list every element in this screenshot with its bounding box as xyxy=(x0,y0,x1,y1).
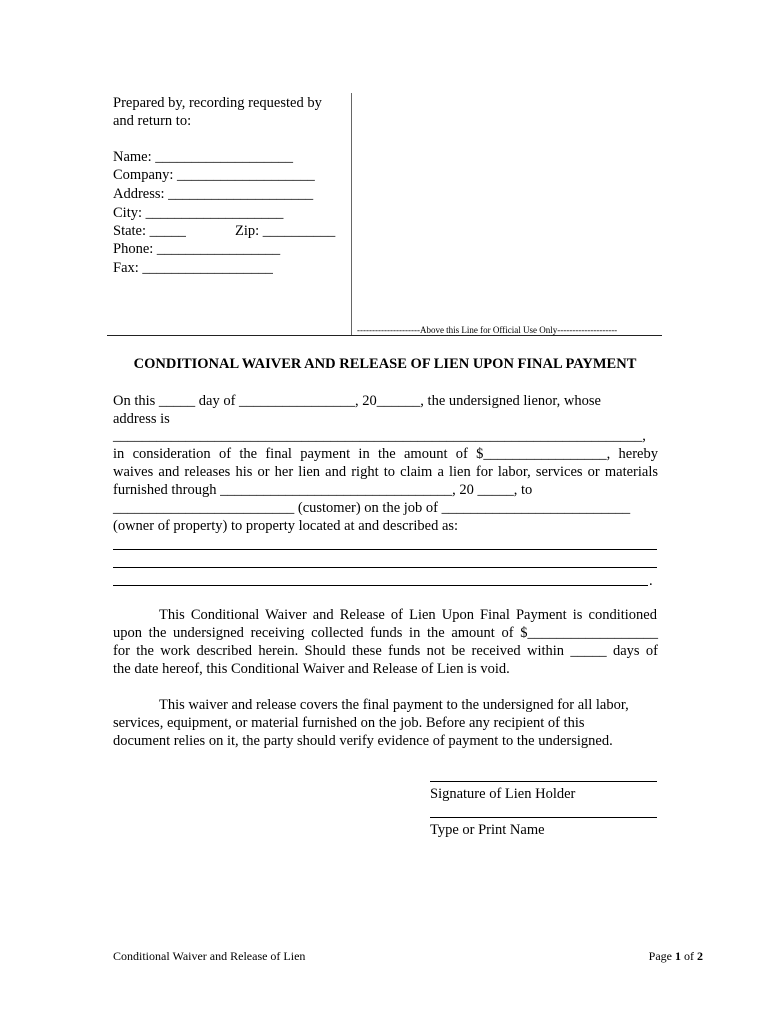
property-description-line-2[interactable] xyxy=(113,567,657,568)
name-field[interactable]: Name: ___________________ xyxy=(113,149,294,165)
address-field[interactable]: Address: ____________________ xyxy=(113,186,314,202)
page-current: 1 xyxy=(675,949,681,963)
header-divider-horizontal xyxy=(107,335,662,336)
city-field[interactable]: City: ___________________ xyxy=(113,205,284,221)
prepared-by-line2: and return to: xyxy=(113,113,192,129)
body-line-2: address is xyxy=(113,411,170,427)
print-name-label: Type or Print Name xyxy=(430,822,545,838)
page-total: 2 xyxy=(697,949,703,963)
page-of: of xyxy=(681,949,697,963)
signature-line[interactable] xyxy=(430,781,657,782)
body-line-6: furnished through ________________________________, 20 _____, to xyxy=(113,482,533,498)
document-title: CONDITIONAL WAIVER AND RELEASE OF LIEN UPON FINAL PAYMENT xyxy=(133,356,637,372)
condition-line-3: for the work described herein. Should these funds not be received within _____ days of xyxy=(113,643,658,659)
coverage-line-3: document relies on it, the party should verify evidence of payment to the undersigned. xyxy=(113,733,613,749)
page-number xyxy=(649,949,703,963)
body-line-4: in consideration of the final payment in the amount of $_________________, hereby xyxy=(113,446,658,462)
page-prefix: Page xyxy=(648,949,675,963)
description-period: . xyxy=(649,573,653,589)
condition-line-1: This Conditional Waiver and Release of Lien Upon Final Payment is conditioned xyxy=(159,607,657,623)
body-line-1: On this _____ day of ________________, 20______, the undersigned lienor, whose xyxy=(113,393,601,409)
header-divider-vertical xyxy=(351,93,352,335)
body-line-5: waives and releases his or her lien and right to claim a lien for labor, services or materials xyxy=(113,464,658,480)
fax-field[interactable]: Fax: __________________ xyxy=(113,260,273,276)
coverage-line-2: services, equipment, or material furnished on the job. Before any recipient of this xyxy=(113,715,585,731)
body-line-7: _________________________ (customer) on the job of __________________________ xyxy=(113,500,631,516)
phone-field[interactable]: Phone: _________________ xyxy=(113,241,281,257)
condition-line-2: upon the undersigned receiving collected funds in the amount of $__________________ xyxy=(113,625,658,641)
company-field[interactable]: Company: ___________________ xyxy=(113,167,315,183)
property-description-line-3[interactable] xyxy=(113,585,648,586)
signature-label: Signature of Lien Holder xyxy=(430,786,576,802)
property-description-line-1[interactable] xyxy=(113,549,657,550)
prepared-by-line1: Prepared by, recording requested by xyxy=(113,95,322,111)
condition-line-4: the date hereof, this Conditional Waiver and Release of Lien is void. xyxy=(113,661,510,677)
footer-document-name: Conditional Waiver and Release of Lien xyxy=(113,949,306,963)
official-use-notice: ---------------------Above this Line for Official Use Only-------------------- xyxy=(357,325,618,335)
body-line-8: (owner of property) to property located at and described as: xyxy=(113,518,459,534)
print-name-line[interactable] xyxy=(430,817,657,818)
state-field[interactable]: State: _____ xyxy=(113,223,186,239)
coverage-line-1: This waiver and release covers the final payment to the undersigned for all labor, xyxy=(159,697,629,713)
zip-field[interactable]: Zip: __________ xyxy=(235,223,336,239)
body-line-3[interactable]: _________________________________________________________________________, xyxy=(113,428,646,444)
